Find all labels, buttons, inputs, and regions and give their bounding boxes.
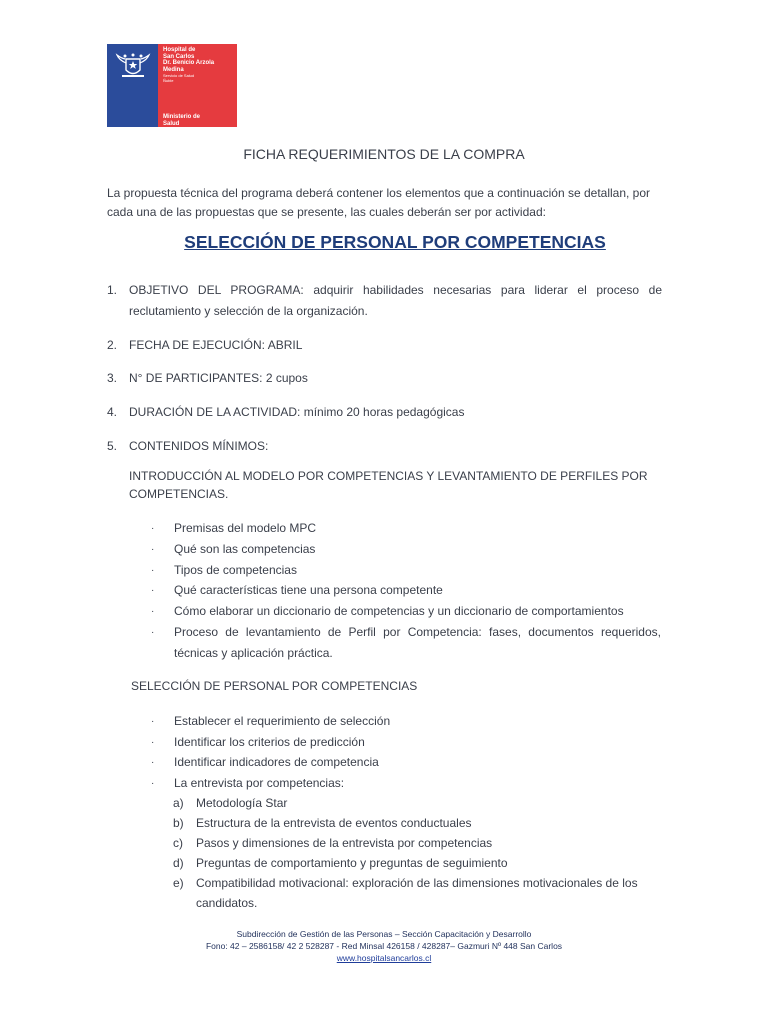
bullet-dot: · xyxy=(151,523,155,534)
bullet-text: La entrevista por competencias: xyxy=(174,776,345,790)
sub-list-item xyxy=(173,813,663,833)
list-item-duration xyxy=(107,402,662,423)
bullet-dot: · xyxy=(151,737,155,748)
item-number: 3. xyxy=(107,371,118,385)
sub-item-letter: b) xyxy=(173,816,184,830)
sub-list-item xyxy=(173,833,663,853)
bullet-dot: · xyxy=(151,778,155,789)
document-title: FICHA REQUERIMIENTOS DE LA COMPRA xyxy=(243,146,525,162)
bullet-text: Identificar los criterios de predicción xyxy=(174,735,365,749)
bullet-item xyxy=(151,622,661,664)
sub-list-item xyxy=(173,793,663,813)
sub-item-text: Preguntas de comportamiento y preguntas de seguimiento xyxy=(196,856,508,870)
bullet-dot: · xyxy=(151,716,155,727)
list-item-participants xyxy=(107,368,662,389)
logo-line: Ministerio de xyxy=(163,114,201,120)
bullet-dot: · xyxy=(151,627,155,638)
item-text: N° DE PARTICIPANTES: 2 cupos xyxy=(129,371,308,385)
footer-website-link[interactable]: www.hospitalsancarlos.cl xyxy=(336,953,432,963)
bullet-text: Proceso de levantamiento de Perfil por Competencia: fases, documentos requeridos, técnicas y aplicación práctica. xyxy=(174,625,661,660)
bullet-dot: · xyxy=(151,757,155,768)
section2-title: SELECCIÓN DE PERSONAL POR COMPETENCIAS xyxy=(131,679,418,693)
bullet-dot: · xyxy=(151,544,155,555)
bullet-dot: · xyxy=(151,606,155,617)
footer-department: Subdirección de Gestión de las Personas – Sección Capacitación y Desarrollo xyxy=(236,929,532,939)
item-text: DURACIÓN DE LA ACTIVIDAD: mínimo 20 horas pedagógicas xyxy=(129,405,465,419)
logo-line: Salud xyxy=(163,120,180,127)
bullet-text: Qué características tiene una persona competente xyxy=(174,583,443,597)
sub-list-item xyxy=(173,853,663,873)
list-item-objective xyxy=(107,280,662,322)
bullet-text: Cómo elaborar un diccionario de competencias y un diccionario de comportamientos xyxy=(174,604,624,618)
logo-line: Medina xyxy=(163,66,184,73)
footer-contact: Fono: 42 – 2586158/ 42 2 528287 - Red Minsal 426158 / 428287– Gazmuri Nº 448 San Carlos xyxy=(205,941,563,951)
bullet-dot: · xyxy=(151,585,155,596)
bullet-dot: · xyxy=(151,565,155,576)
sub-list-item xyxy=(173,873,663,913)
list-item-date xyxy=(107,335,662,356)
bullet-text: Premisas del modelo MPC xyxy=(174,521,317,535)
sub-item-letter: a) xyxy=(173,796,184,810)
bullet-text: Qué son las competencias xyxy=(174,542,316,556)
logo-hospital-name xyxy=(163,47,214,83)
item-text: FECHA DE EJECUCIÓN: ABRIL xyxy=(129,338,303,352)
sub-item-text: Compatibilidad motivacional: exploración de las dimensiones motivacionales de los candidatos. xyxy=(196,876,638,910)
bullet-item xyxy=(151,539,661,560)
intro-paragraph: La propuesta técnica del programa deberá contener los elementos que a continuación se detallan, por cada una de las propuestas que se presente, las cuales deberán ser por actividad: xyxy=(107,186,651,219)
item-number: 2. xyxy=(107,338,118,352)
sub-item-text: Metodología Star xyxy=(196,796,288,810)
sub-item-letter: e) xyxy=(173,876,184,890)
bullet-item xyxy=(151,732,661,753)
bullet-item xyxy=(151,752,661,773)
list-item-contents xyxy=(107,436,662,457)
hospital-logo xyxy=(107,44,237,127)
main-heading: SELECCIÓN DE PERSONAL POR COMPETENCIAS xyxy=(184,232,606,252)
sub-item-text: Estructura de la entrevista de eventos conductuales xyxy=(196,816,472,830)
logo-line: Dr. Benicio Arzola xyxy=(163,60,215,66)
item-text: OBJETIVO DEL PROGRAMA: adquirir habilidades necesarias para liderar el proceso de reclutamiento y selección de la organización. xyxy=(129,283,662,318)
coat-of-arms-icon xyxy=(113,50,153,82)
logo-line: San Carlos xyxy=(163,53,195,60)
bullet-item xyxy=(151,601,661,622)
bullet-item xyxy=(151,518,661,539)
bullet-item xyxy=(151,711,661,732)
logo-blue-panel xyxy=(107,44,158,127)
sub-item-letter: c) xyxy=(173,836,183,850)
item-number: 1. xyxy=(107,283,118,297)
bullet-text: Establecer el requerimiento de selección xyxy=(174,714,391,728)
logo-ministry xyxy=(163,114,200,127)
logo-subline: Ñuble xyxy=(163,78,174,83)
bullet-item xyxy=(151,560,661,581)
bullet-text: Tipos de competencias xyxy=(174,563,297,577)
section1-title: INTRODUCCIÓN AL MODELO POR COMPETENCIAS Y LEVANTAMIENTO DE PERFILES POR COMPETENCIAS. xyxy=(129,469,648,501)
item-text: CONTENIDOS MÍNIMOS: xyxy=(129,439,269,453)
bullet-item xyxy=(151,773,661,794)
item-number: 5. xyxy=(107,439,118,453)
logo-line: Hospital de xyxy=(163,47,196,53)
sub-item-letter: d) xyxy=(173,856,184,870)
item-number: 4. xyxy=(107,405,118,419)
bullet-text: Identificar indicadores de competencia xyxy=(174,755,379,769)
sub-item-text: Pasos y dimensiones de la entrevista por competencias xyxy=(196,836,493,850)
bullet-item xyxy=(151,580,661,601)
logo-subline: Servicio de Salud xyxy=(163,73,195,78)
